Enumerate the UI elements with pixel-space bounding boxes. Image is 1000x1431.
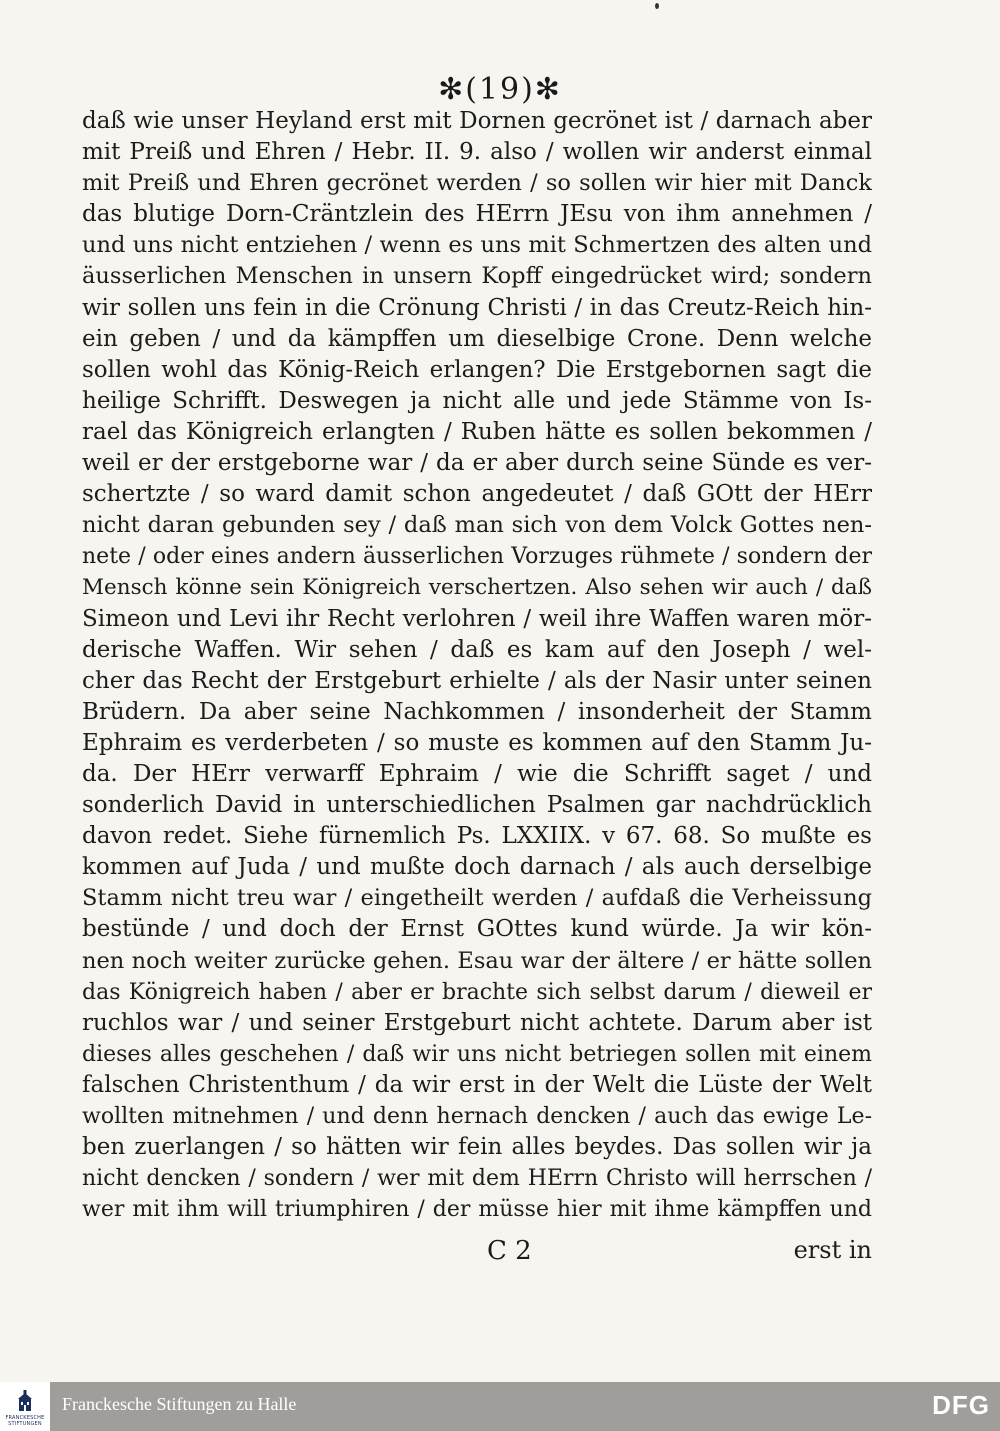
text-line: bestünde / und doch der Ernst GOttes kund würde. Ja wir kön- xyxy=(82,916,872,943)
dfg-logo: DFG xyxy=(932,1390,990,1420)
text-line: mit Preiß und Ehren / Hebr. II. 9. also / wollen wir anderst einmal xyxy=(82,139,872,166)
text-line: kommen auf Juda / und mußte doch darnach / als auch derselbige xyxy=(82,854,872,881)
signature-mark: C 2 xyxy=(487,1236,532,1266)
text-line: dieses alles geschehen / daß wir uns nicht betriegen sollen mit einem xyxy=(82,1041,872,1067)
text-line: wir sollen uns fein in die Crönung Christi / in das Creutz-Reich hin- xyxy=(82,294,872,321)
text-line: wollten mitnehmen / und denn hernach dencken / auch das ewige Le- xyxy=(82,1104,872,1129)
text-line: sonderlich David in unterschiedlichen Psalmen gar nachdrücklich xyxy=(82,792,872,819)
logo-text: FRANCKESCHE STIFTUNGEN xyxy=(5,1415,45,1427)
text-line: nete / oder eines andern äusserlichen Vorzuges rühmete / sondern der xyxy=(82,544,872,570)
text-line: ben zuerlangen / so hätten wir fein alles beydes. Das sollen wir ja xyxy=(82,1134,872,1161)
building-icon xyxy=(17,1390,33,1412)
text-line: äusserlichen Menschen in unsern Kopff eingedrücket wird; sondern xyxy=(82,263,872,290)
body-text xyxy=(82,106,872,1225)
ink-speck xyxy=(655,3,659,9)
text-line: falschen Christenthum / da wir erst in der Welt die Lüste der Welt xyxy=(82,1071,872,1098)
text-line: rael das Königreich erlangten / Ruben hätte es sollen bekommen / xyxy=(82,418,872,445)
text-line: das Königreich haben / aber er brachte sich selbst darum / dieweil er xyxy=(82,979,872,1005)
text-line: weil er der erstgeborne war / da er aber durch seine Sünde es ver- xyxy=(82,450,872,477)
text-line: daß wie unser Heyland erst mit Dornen gecrönet ist / darnach aber xyxy=(82,108,872,134)
text-line: Brüdern. Da aber seine Nachkommen / insonderheit der Stamm xyxy=(82,698,872,725)
text-line: sollen wohl das König-Reich erlangen? Die Erstgebornen sagt die xyxy=(82,356,872,383)
text-line: cher das Recht der Erstgeburt erhielte / als der Nasir unter seinen xyxy=(82,667,872,694)
viewer-footer xyxy=(0,1382,1000,1431)
text-line: Ephraim es verderbeten / so muste es kommen auf den Stamm Ju- xyxy=(82,729,872,756)
text-line: nicht dencken / sondern / wer mit dem HErrn Christo will herrschen / xyxy=(82,1166,872,1192)
text-line: derische Waffen. Wir sehen / daß es kam auf den Joseph / wel- xyxy=(82,636,872,663)
catchline xyxy=(82,1236,872,1268)
text-line: heilige Schrifft. Deswegen ja nicht alle und jede Stämme von Is- xyxy=(82,387,872,414)
text-line: das blutige Dorn-Cräntzlein des HErrn JEsu von ihm annehmen / xyxy=(82,201,872,228)
text-line: mit Preiß und Ehren gecrönet werden / so sollen wir hier mit Danck xyxy=(82,170,872,197)
text-line: Stamm nicht treu war / eingetheilt werden / aufdaß die Verheissung xyxy=(82,885,872,912)
text-line: wer mit ihm will triumphiren / der müsse hier mit ihme kämpffen und xyxy=(82,1197,872,1223)
text-line: nicht daran gebunden sey / daß man sich von dem Volck Gottes nen- xyxy=(82,512,872,539)
text-line: ruchlos war / und seiner Erstgeburt nicht achtete. Darum aber ist xyxy=(82,1009,872,1036)
text-line: Mensch könne sein Königreich verschertzen. Also sehen wir auch / daß xyxy=(82,575,872,601)
text-line: davon redet. Siehe fürnemlich Ps. LXXIIX. v 67. 68. So mußte es xyxy=(82,823,872,850)
text-line: schertzte / so ward damit schon angedeutet / daß GOtt der HErr xyxy=(82,481,872,508)
institution-title: Franckesche Stiftungen zu Halle xyxy=(62,1394,297,1414)
text-line: da. Der HErr verwarff Ephraim / wie die Schrifft saget / und xyxy=(82,760,872,787)
text-line: und uns nicht entziehen / wenn es uns mit Schmertzen des alten und xyxy=(82,232,872,259)
text-line: Simeon und Levi ihr Recht verlohren / weil ihre Waffen waren mör- xyxy=(82,605,872,632)
institution-logo[interactable] xyxy=(0,1382,50,1431)
catchword: erst in xyxy=(793,1236,872,1264)
text-line: ein geben / und da kämpffen um dieselbige Crone. Denn welche xyxy=(82,325,872,352)
page-number-header: ✻(19)✻ xyxy=(438,72,562,107)
text-line: nen noch weiter zurücke gehen. Esau war der ältere / er hätte sollen xyxy=(82,947,872,974)
